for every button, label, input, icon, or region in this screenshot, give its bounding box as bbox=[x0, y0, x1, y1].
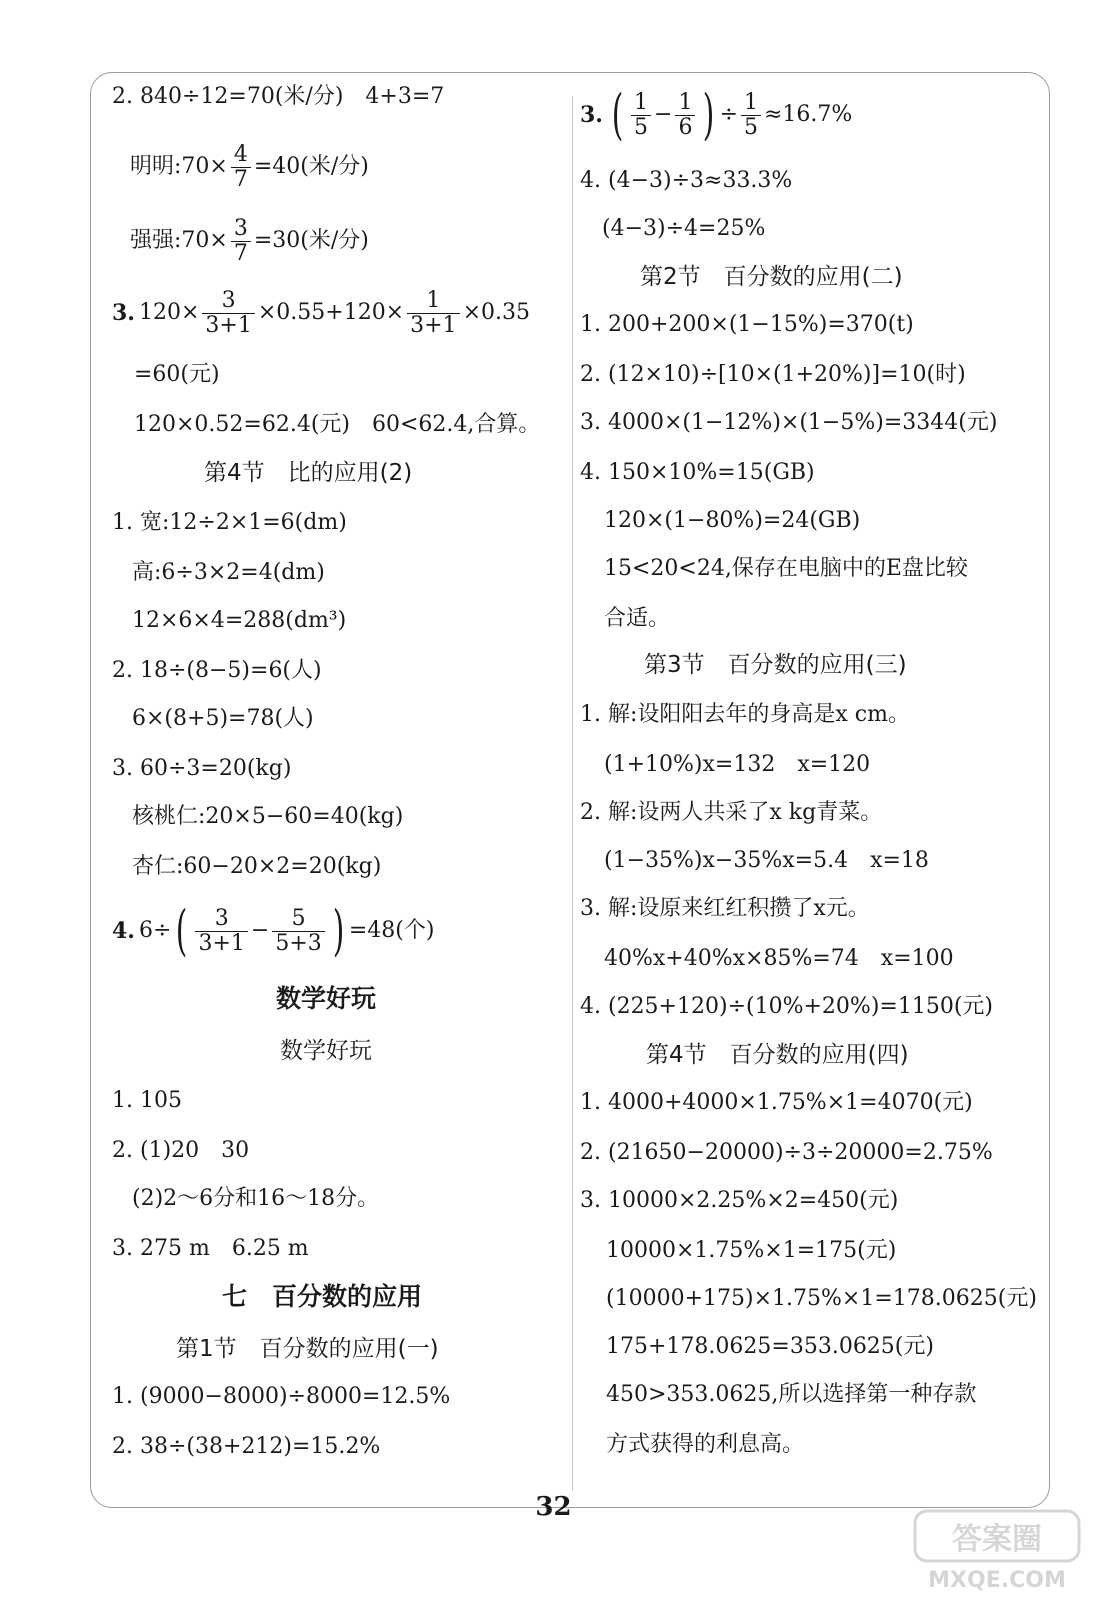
section-heading: 数学好玩 bbox=[280, 1038, 372, 1064]
answer-line: 40%x+40%x×85%=74 x=100 bbox=[604, 946, 954, 971]
answer-line: 1. 解:设阳阳去年的身高是x cm。 bbox=[580, 702, 910, 727]
answer-line: 6×(8+5)=78(人) bbox=[132, 706, 314, 731]
answer-line: 3. 60÷3=20(kg) bbox=[112, 756, 292, 781]
fraction: $\frac{1}{5}$ bbox=[741, 91, 761, 140]
fraction: $\frac{1}{5}$ bbox=[631, 91, 651, 140]
answer-line: 合适。 bbox=[604, 606, 671, 631]
answer-line: (2)2～6分和16～18分。 bbox=[132, 1186, 380, 1211]
answer-line: 2. (12×10)÷[10×(1+20%)]=10(时) bbox=[580, 362, 966, 387]
answer-line: 2. 解:设两人共采了x kg青菜。 bbox=[580, 800, 883, 825]
watermark-logo bbox=[907, 1505, 1087, 1595]
answer-line: 2. 38÷(38+212)=15.2% bbox=[112, 1434, 381, 1459]
answer-line: 2. (1)20 30 bbox=[112, 1138, 250, 1163]
answer-line: (4−3)÷4=25% bbox=[602, 216, 766, 241]
fraction: $\frac{3}{3+1}$ bbox=[195, 907, 247, 956]
answer-line: 高:6÷3×2=4(dm) bbox=[132, 560, 325, 585]
answer-line: 3. 4000×(1−12%)×(1−5%)=3344(元) bbox=[580, 410, 998, 435]
fraction: $\frac{3}{3+1}$ bbox=[202, 289, 254, 338]
fraction: $\frac{3}{7}$ bbox=[231, 217, 251, 266]
answer-line: 强强:70× $\frac{3}{7}$ =30(米/分) bbox=[130, 215, 369, 266]
section-heading: 第3节 百分数的应用(三) bbox=[644, 652, 907, 678]
answer-line: 3. 120× $\frac{3}{3+1}$ ×0.55+120× $\frac{1}{3+1}$ ×0.35 bbox=[112, 287, 530, 338]
answer-line: 1. 4000+4000×1.75%×1=4070(元) bbox=[580, 1090, 973, 1115]
answer-line: 明明:70× $\frac{4}{7}$ =40(米/分) bbox=[130, 141, 369, 192]
fraction: $\frac{4}{7}$ bbox=[231, 143, 251, 192]
answer-line: 3. 10000×2.25%×2=450(元) bbox=[580, 1188, 899, 1213]
answer-line: 方式获得的利息高。 bbox=[606, 1432, 805, 1457]
left-paren: ( bbox=[611, 83, 624, 146]
answer-line: 120×0.52=62.4(元) 60<62.4,合算。 bbox=[134, 412, 541, 437]
fraction: $\frac{1}{3+1}$ bbox=[407, 289, 459, 338]
answer-line: =60(元) bbox=[134, 362, 220, 387]
column-divider bbox=[572, 96, 573, 1491]
chapter-title: 七 百分数的应用 bbox=[222, 1282, 423, 1311]
answer-line: 4. (4−3)÷3≈33.3% bbox=[580, 168, 793, 193]
section-heading: 第1节 百分数的应用(一) bbox=[176, 1336, 439, 1362]
svg-text:MXQE.COM: MXQE.COM bbox=[928, 1568, 1066, 1593]
fraction: $\frac{5}{5+3}$ bbox=[272, 907, 324, 956]
answer-line: 3. 275 m 6.25 m bbox=[112, 1236, 309, 1261]
answer-line: 120×(1−80%)=24(GB) bbox=[604, 508, 861, 533]
page-number: 32 bbox=[535, 1492, 572, 1522]
answer-line: 4. (225+120)÷(10%+20%)=1150(元) bbox=[580, 994, 993, 1019]
answer-line: 15<20<24,保存在电脑中的E盘比较 bbox=[604, 556, 968, 581]
answer-line: 1. 200+200×(1−15%)=370(t) bbox=[580, 312, 914, 337]
answer-line: 450>353.0625,所以选择第一种存款 bbox=[606, 1382, 977, 1407]
answer-line: 1. 宽:12÷2×1=6(dm) bbox=[112, 510, 347, 535]
answer-line: 4. 6÷ ( $\frac{3}{3+1}$ − $\frac{5}{5+3}$ ) =48(个) bbox=[112, 899, 435, 962]
section-heading: 第4节 比的应用(2) bbox=[204, 460, 413, 486]
fraction: $\frac{1}{6}$ bbox=[675, 91, 695, 140]
answer-line: 杏仁:60−20×2=20(kg) bbox=[132, 854, 382, 879]
answer-line: 10000×1.75%×1=175(元) bbox=[606, 1238, 897, 1263]
answer-line: 3. 解:设原来红红积攒了x元。 bbox=[580, 896, 870, 921]
section-heading: 第4节 百分数的应用(四) bbox=[646, 1042, 909, 1068]
answer-line: 1. 105 bbox=[112, 1088, 182, 1113]
unit-title: 数学好玩 bbox=[276, 984, 377, 1013]
right-paren: ) bbox=[703, 83, 715, 146]
answer-line: 12×6×4=288(dm³) bbox=[132, 608, 347, 633]
answer-line: 核桃仁:20×5−60=40(kg) bbox=[132, 804, 404, 829]
section-heading: 第2节 百分数的应用(二) bbox=[640, 264, 903, 290]
answer-line: 2. (21650−20000)÷3÷20000=2.75% bbox=[580, 1140, 993, 1165]
answer-line: 175+178.0625=353.0625(元) bbox=[606, 1334, 934, 1359]
answer-line: 4. 150×10%=15(GB) bbox=[580, 460, 815, 485]
answer-line: 1. (9000−8000)÷8000=12.5% bbox=[112, 1384, 451, 1409]
left-paren: ( bbox=[176, 899, 188, 962]
answer-line: (1−35%)x−35%x=5.4 x=18 bbox=[604, 848, 929, 873]
right-paren: ) bbox=[332, 899, 345, 962]
svg-text:答案圈: 答案圈 bbox=[952, 1522, 1042, 1557]
answer-line: 3. ( $\frac{1}{5}$ − $\frac{1}{6}$ ) ÷ $\frac{1}{5}$ ≈16.7% bbox=[580, 83, 853, 146]
answer-line: 2. 840÷12=70(米/分) 4+3=7 bbox=[112, 84, 445, 109]
answer-line: (1+10%)x=132 x=120 bbox=[604, 752, 871, 777]
answer-line: (10000+175)×1.75%×1=178.0625(元) bbox=[606, 1286, 1037, 1311]
answer-line: 2. 18÷(8−5)=6(人) bbox=[112, 658, 322, 683]
